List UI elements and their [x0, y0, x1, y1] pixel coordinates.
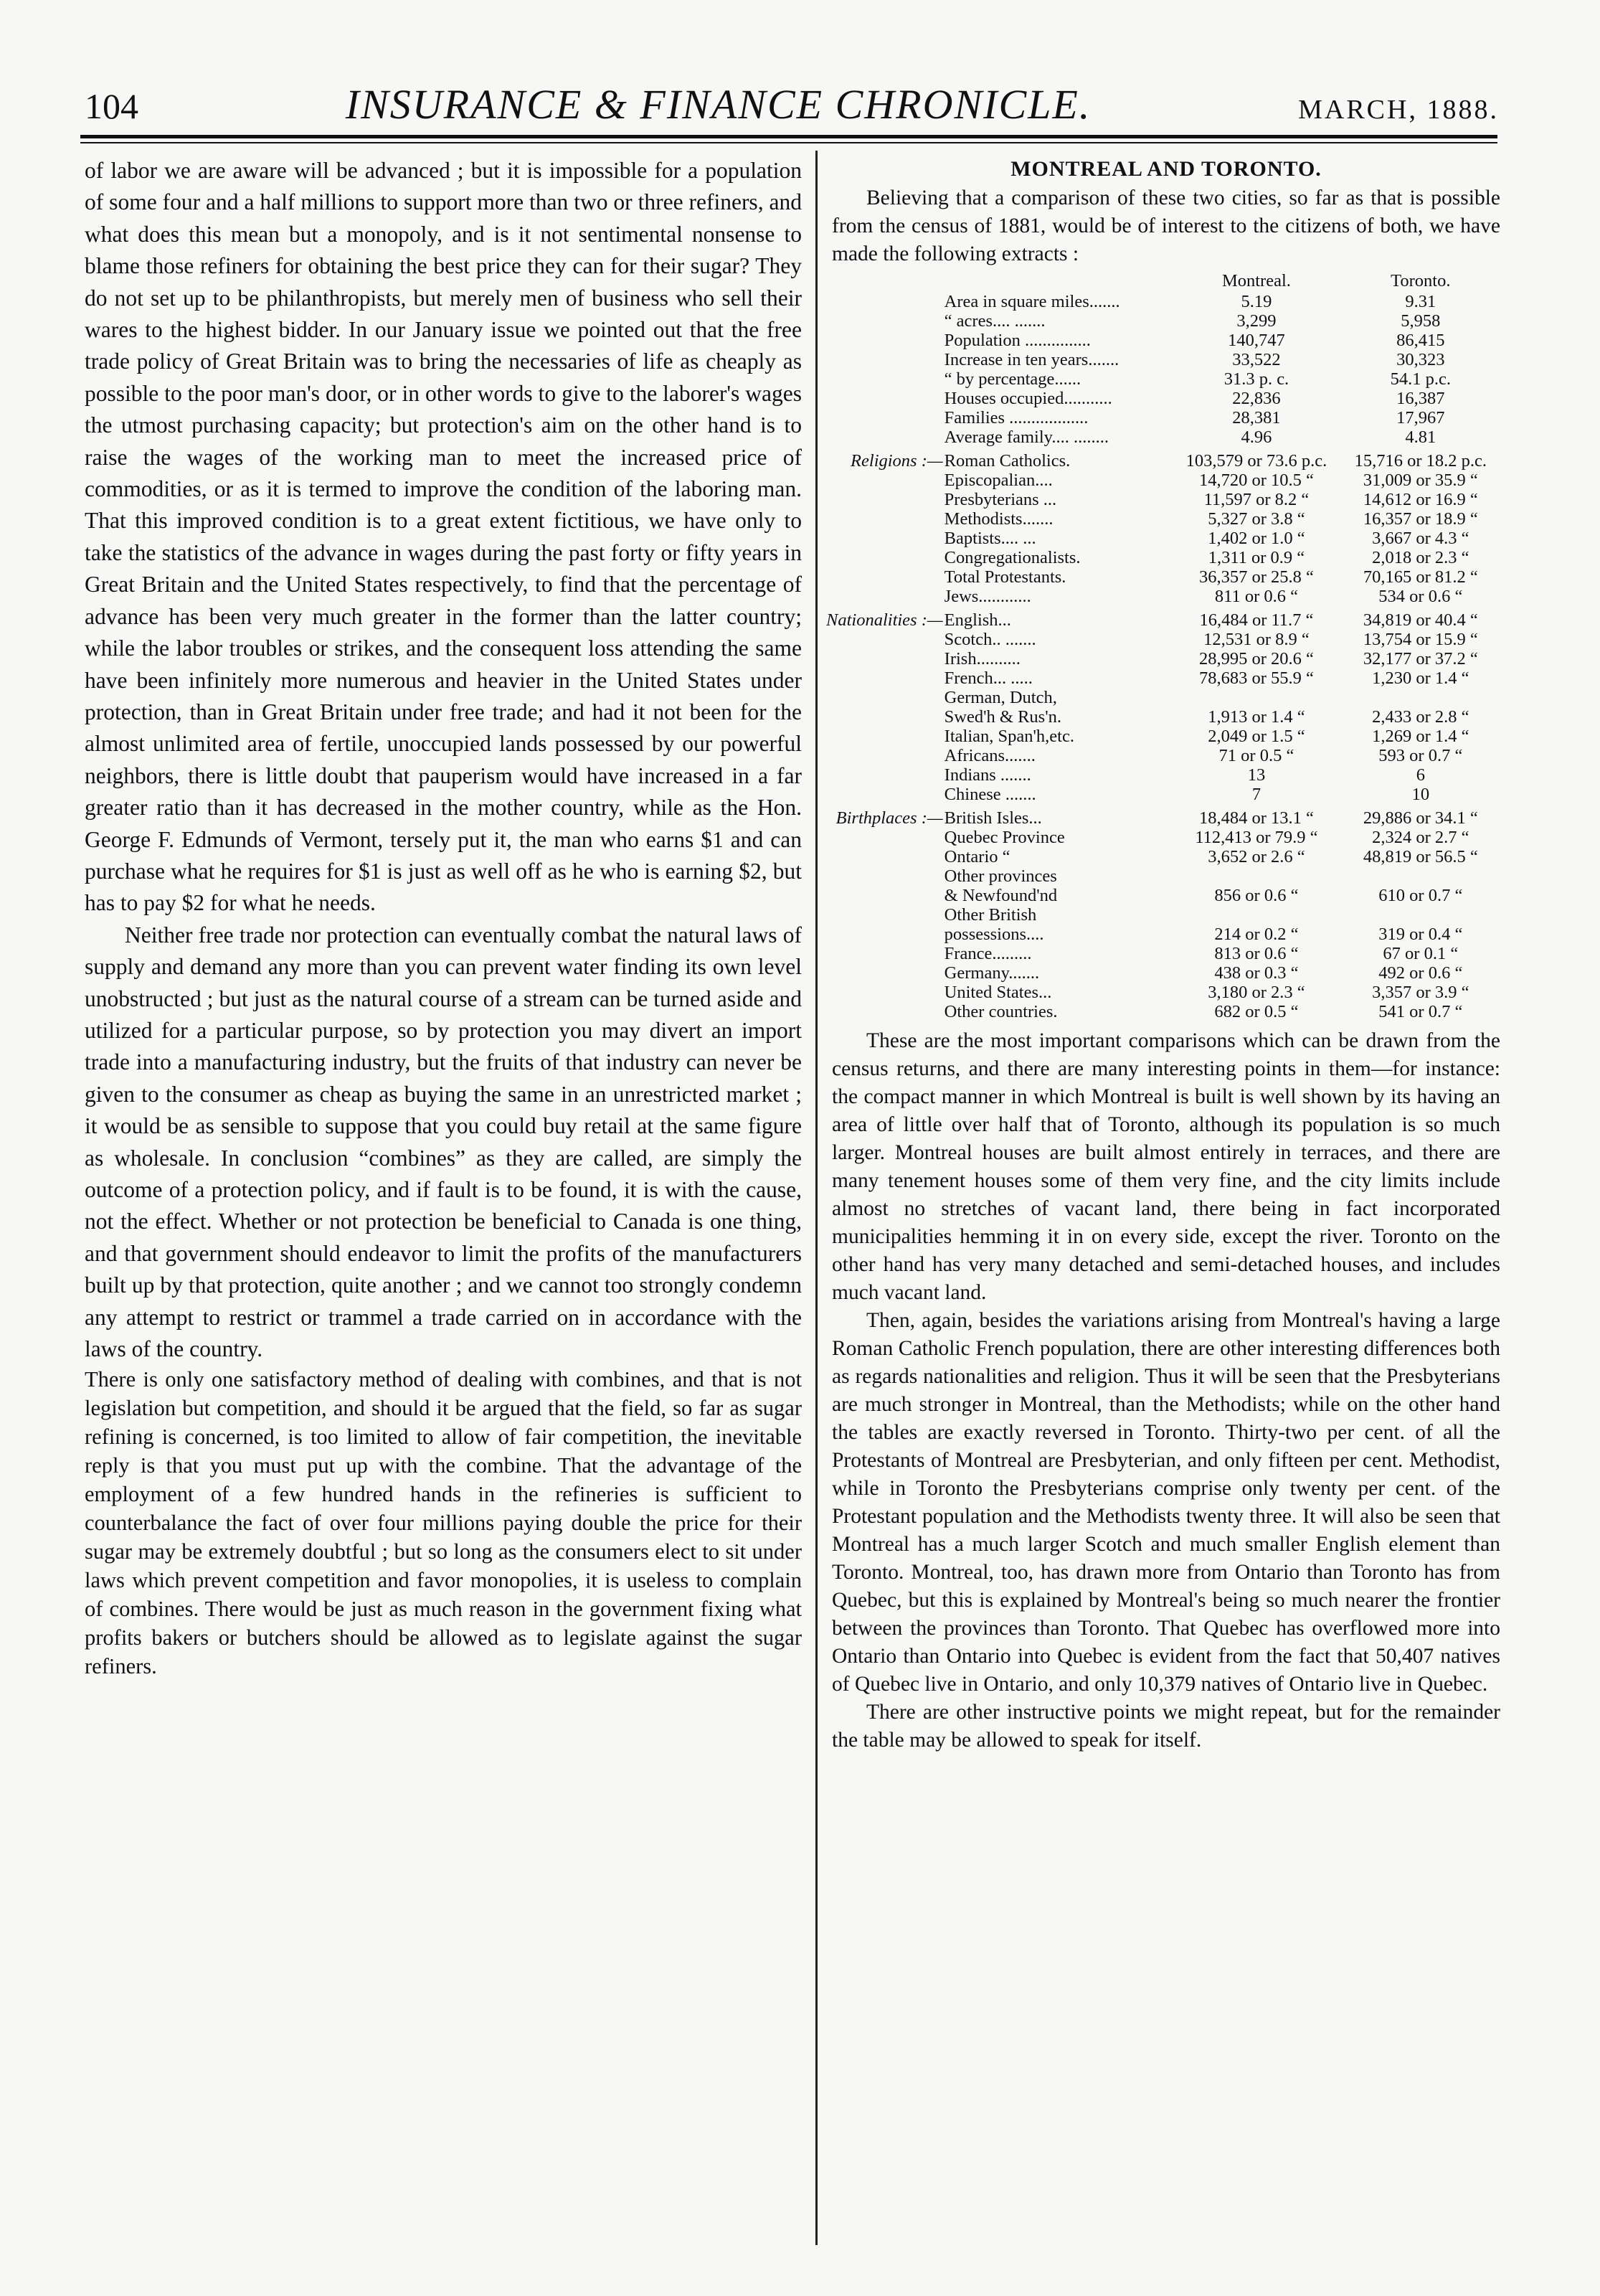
row-label: Chinese ....... [944, 785, 1036, 804]
group-label [826, 292, 945, 311]
column-header-toronto: Toronto. [1391, 271, 1451, 290]
row-label: German, Dutch, [944, 688, 1057, 707]
article-intro: Believing that a comparison of these two cities, so far as that is possible from the census of 1881, would be of interest to the citizens of both, we have made the following extracts : [832, 186, 1500, 265]
montreal-value: 2,049 or 1.5 “ [1208, 727, 1305, 746]
header-rule-thick [80, 135, 1497, 138]
group-label [826, 746, 945, 765]
row-label: Increase in ten years....... [944, 350, 1119, 369]
row-label: Houses occupied........... [944, 389, 1112, 408]
table-row [826, 369, 1504, 389]
montreal-value: 4.96 [1241, 427, 1272, 447]
row-label: British Isles... [944, 808, 1042, 828]
table-header-row [826, 271, 1504, 292]
montreal-value: 140,747 [1228, 331, 1285, 350]
toronto-value: 54.1 p.c. [1390, 369, 1451, 389]
row-label: French... ..... [944, 669, 1033, 688]
toronto-value [1338, 866, 1504, 886]
row-label: Quebec Province [944, 828, 1065, 847]
toronto-value: 67 or 0.1 “ [1383, 944, 1459, 963]
census-table [826, 271, 1504, 1021]
article-paragraph: There are other instructive points we might repeat, but for the remainder the table may be allowed to speak for itself. [832, 1701, 1500, 1752]
toronto-value: 16,387 [1396, 389, 1445, 408]
montreal-value: 3,652 or 2.6 “ [1208, 847, 1305, 866]
group-label [826, 963, 945, 983]
group-label [826, 983, 945, 1002]
row-label: Other countries. [944, 1002, 1058, 1021]
group-label [826, 587, 945, 606]
table-row [826, 427, 1504, 447]
montreal-value: 36,357 or 25.8 “ [1198, 567, 1314, 587]
table-row [826, 707, 1504, 727]
table-row [826, 350, 1504, 369]
table-row [826, 963, 1504, 983]
row-label: “ acres.... ....... [944, 311, 1046, 331]
group-label [826, 649, 945, 669]
montreal-value: 33,522 [1232, 350, 1281, 369]
page-number: 104 [85, 86, 138, 126]
row-label: Indians ....... [944, 765, 1031, 785]
group-label [826, 866, 945, 886]
row-label: Other provinces [944, 866, 1057, 886]
toronto-value: 32,177 or 37.2 “ [1363, 649, 1478, 669]
row-label: Africans....... [944, 746, 1036, 765]
group-label [826, 688, 945, 707]
toronto-value: 70,165 or 81.2 “ [1363, 567, 1478, 587]
toronto-value: 534 or 0.6 “ [1378, 587, 1463, 606]
montreal-value: 1,913 or 1.4 “ [1208, 707, 1305, 727]
row-label: Scotch.. ....... [944, 630, 1036, 649]
group-label [826, 1002, 945, 1021]
toronto-value: 15,716 or 18.2 p.c. [1354, 451, 1487, 471]
montreal-value: 682 or 0.5 “ [1214, 1002, 1299, 1021]
table-row [826, 548, 1504, 567]
row-label: Presbyterians ... [944, 490, 1057, 509]
group-label [826, 389, 945, 408]
group-label [826, 548, 945, 567]
article-paragraph: These are the most important comparisons which can be drawn from the census returns, and there are many interesting points in them—for instance: the compact manner in which Montreal is built is well shown by its having an area of little over half that of Toronto, although its population is so much larger. Montreal houses are built almost entirely in terraces, and there are many tenement houses some of them very fine, and the city limits include almost no stretches of vacant land, there being in fact incorporated municipalities hemming it in on every side, except the river. Toronto on the other hand has very many detached and semi-detached houses, and includes much vacant land. [832, 1029, 1500, 1304]
toronto-value: 14,612 or 16.9 “ [1363, 490, 1478, 509]
montreal-value [1175, 866, 1337, 886]
row-label: possessions.... [944, 925, 1044, 944]
montreal-value: 78,683 or 55.9 “ [1198, 669, 1314, 688]
table-row [826, 847, 1504, 866]
montreal-value: 3,299 [1236, 311, 1277, 331]
toronto-value: 10 [1411, 785, 1430, 804]
row-label: Swed'h & Rus'n. [944, 707, 1062, 727]
toronto-value: 5,958 [1401, 311, 1441, 331]
group-label [826, 847, 945, 866]
toronto-value: 16,357 or 18.9 “ [1363, 509, 1478, 529]
table-row [826, 389, 1504, 408]
montreal-value: 1,402 or 1.0 “ [1208, 529, 1305, 548]
table-row [826, 905, 1504, 925]
toronto-value: 3,667 or 4.3 “ [1372, 529, 1469, 548]
toronto-value: 541 or 0.7 “ [1378, 1002, 1463, 1021]
montreal-value: 103,579 or 73.6 p.c. [1185, 451, 1327, 471]
montreal-value: 813 or 0.6 “ [1214, 944, 1299, 963]
column-divider [815, 151, 818, 2245]
group-label [826, 765, 945, 785]
table-spacer [945, 271, 1176, 292]
montreal-value [1175, 905, 1337, 925]
toronto-value: 34,819 or 40.4 “ [1363, 610, 1478, 630]
group-label [826, 669, 945, 688]
row-label: Italian, Span'h,etc. [944, 727, 1074, 746]
montreal-value: 7 [1251, 785, 1261, 804]
row-label: Families .................. [944, 408, 1089, 427]
group-label [826, 567, 945, 587]
page-header [85, 80, 1499, 128]
group-label [826, 427, 945, 447]
row-label: Population ............... [944, 331, 1091, 350]
montreal-value: 5.19 [1241, 292, 1272, 311]
toronto-value: 48,819 or 56.5 “ [1363, 847, 1478, 866]
row-label: France......... [944, 944, 1032, 963]
montreal-value: 11,597 or 8.2 “ [1203, 490, 1310, 509]
table-row [826, 471, 1504, 490]
table-row [826, 311, 1504, 331]
table-row [826, 765, 1504, 785]
table-row [826, 746, 1504, 765]
montreal-value: 28,995 or 20.6 “ [1198, 649, 1314, 669]
group-label [826, 369, 945, 389]
row-label: Germany....... [944, 963, 1040, 983]
table-row [826, 630, 1504, 649]
group-label [826, 471, 945, 490]
group-label [826, 408, 945, 427]
table-row [826, 490, 1504, 509]
row-label: Baptists.... ... [944, 529, 1036, 548]
table-row [826, 649, 1504, 669]
journal-title: INSURANCE & FINANCE CHRONICLE. [345, 81, 1092, 128]
table-row [826, 944, 1504, 963]
toronto-value: 1,269 or 1.4 “ [1372, 727, 1469, 746]
group-label: Religions :— [851, 451, 943, 471]
toronto-value: 492 or 0.6 “ [1378, 963, 1463, 983]
group-label [826, 925, 945, 944]
montreal-value: 112,413 or 79.9 “ [1195, 828, 1318, 847]
montreal-value: 214 or 0.2 “ [1214, 925, 1299, 944]
table-row [826, 587, 1504, 606]
group-label [826, 490, 945, 509]
table-row [826, 688, 1504, 707]
toronto-value: 17,967 [1396, 408, 1445, 427]
group-label [826, 727, 945, 746]
row-label: Total Protestants. [944, 567, 1066, 587]
row-label: “ by percentage...... [944, 369, 1081, 389]
group-label [826, 509, 945, 529]
toronto-value: 4.81 [1405, 427, 1436, 447]
montreal-value: 13 [1247, 765, 1266, 785]
table-row [826, 828, 1504, 847]
montreal-value: 5,327 or 3.8 “ [1208, 509, 1305, 529]
row-label: Methodists....... [944, 509, 1054, 529]
left-paragraph: Neither free trade nor protection can eventually combat the natural laws of supply and demand any more than you can prevent water finding its own level unobstructed ; but just as the natural course of a stream can be turned aside and utilized for a particular purpose, so by protection you may divert an import trade into a manufacturing industry, but the fruits of that industry can never be given to the consumer as cheap as buying the same in an unrestricted market ; it would be as sensible to suppose that you could buy retail at the same figure as wholesale. In conclusion “combines” as they are called, are simply the outcome of a protection policy, and if fault is to be found, it is with the cause, not the effect. Whether or not protection be beneficial to Canada is one thing, and that government should endeavor to limit the profits of the manufacturers built up by that protection, quite another ; and we cannot too strongly condemn any attempt to restrict or trammel a trade carried on in accordance with the laws of the country. [85, 922, 802, 1362]
header-rule-thin [80, 142, 1497, 143]
row-label: Irish.......... [944, 649, 1021, 669]
table-row [826, 567, 1504, 587]
group-label [826, 350, 945, 369]
row-label: Roman Catholics. [944, 451, 1071, 471]
left-paragraph: of labor we are aware will be advanced ; but it is impossible for a population of some four and a half millions to support more than two or three refiners, and what does this mean but a monopoly, and is it not sentimental nonsense to blame those refiners for obtaining the best price they can for their sugar? They do not set up to be philanthropists, but merely men of business who sell their wares to the highest bidder. In our January issue we pointed out that the free trade policy of Great Britain was to bring the necessaries of life as cheaply as possible to the poor man's door, or in other words to give to the laborer's wages the utmost purchasing capacity; but protection's aim on the other hand is to raise the wages of the working man to meet the increased price of commodities, or as it is termed to improve the condition of the laboring man. That this improved condition is to a great extent fictitious, we have only to take the statistics of the advance in wages during the past forty or fifty years in Great Britain and the United States respectively, to find that the percentage of advance has been very much greater in the former than the latter country; while the labor troubles or strikes, and the consequent loss attending the same have been infinitely more numerous and heavier in the United States under protection, than in Great Britain under free trade; and had it not been for the almost unlimited area of fertile, unoccupied lands possessed by our powerful neighbors, there is little doubt that pauperism would have increased in a far greater ratio than it has decreased in the mother country, while as the Hon. George F. Edmunds of Vermont, tersely put it, the man who earns $1 and can purchase what he requires for $1 is just as well off as he who is earning $2, but has to pay $2 for what he needs. [85, 158, 802, 916]
row-label: English... [944, 610, 1011, 630]
montreal-value: 18,484 or 13.1 “ [1198, 808, 1314, 828]
montreal-value: 14,720 or 10.5 “ [1198, 471, 1314, 490]
toronto-value [1338, 905, 1504, 925]
toronto-value: 29,886 or 34.1 “ [1363, 808, 1478, 828]
toronto-value: 3,357 or 3.9 “ [1372, 983, 1469, 1002]
group-label [826, 905, 945, 925]
issue-date: MARCH, 1888. [1298, 95, 1499, 125]
montreal-value: 856 or 0.6 “ [1214, 886, 1299, 905]
montreal-value: 1,311 or 0.9 “ [1208, 548, 1305, 567]
group-label: Birthplaces :— [835, 808, 943, 828]
toronto-value: 6 [1416, 765, 1425, 785]
group-label [826, 828, 945, 847]
table-spacer [826, 271, 945, 292]
row-label: Area in square miles....... [944, 292, 1120, 311]
row-label: Average family.... ........ [944, 427, 1109, 447]
article-paragraph: Then, again, besides the variations arising from Montreal's having a large Roman Catholic French population, there are other interesting differences both as regards nationalities and religion. Thus it will be seen that the Presbyterians are much stronger in Montreal, than the Methodists; while on the other hand the tables are exactly reversed in Toronto. Thirty-two per cent. of all the Protestants of Montreal are Presbyterian, and only fifteen per cent. Methodist, while in Toronto the Presbyterians comprise only twenty per cent. of the Protestant population and the Methodists twenty three. It will also be seen that Montreal has a much larger Scotch and much smaller English element than Toronto. Montreal, too, has drawn more from Ontario than Toronto has from Quebec, but this is explained by Montreal's being so much nearer the frontier between the provinces than Toronto. That Quebec has overflowed more into Ontario than Ontario into Quebec is evident from the fact that 50,407 natives of Quebec live in Ontario, and only 10,379 natives of Ontario live in Quebec. [832, 1309, 1500, 1696]
row-label: Other British [944, 905, 1037, 925]
group-label: Nationalities :— [826, 610, 943, 630]
group-label [826, 630, 945, 649]
toronto-value: 9.31 [1405, 292, 1436, 311]
toronto-value: 319 or 0.4 “ [1378, 925, 1463, 944]
toronto-value: 30,323 [1396, 350, 1445, 369]
toronto-value: 2,324 or 2.7 “ [1372, 828, 1469, 847]
toronto-value: 2,433 or 2.8 “ [1372, 707, 1469, 727]
montreal-value: 28,381 [1232, 408, 1281, 427]
montreal-value: 811 or 0.6 “ [1214, 587, 1298, 606]
group-label [826, 311, 945, 331]
table-row [826, 669, 1504, 688]
row-label: Episcopalian.... [944, 471, 1053, 490]
toronto-value: 86,415 [1396, 331, 1445, 350]
table-row [826, 925, 1504, 944]
row-label: & Newfound'nd [944, 886, 1058, 905]
montreal-value [1175, 688, 1337, 707]
table-row [826, 447, 1504, 471]
table-row [826, 983, 1504, 1002]
montreal-value: 71 or 0.5 “ [1218, 746, 1294, 765]
table-row [826, 331, 1504, 350]
right-column [826, 155, 1500, 1754]
montreal-value: 16,484 or 11.7 “ [1199, 610, 1314, 630]
toronto-value: 610 or 0.7 “ [1378, 886, 1463, 905]
table-row [826, 727, 1504, 746]
table-row [826, 886, 1504, 905]
row-label: Congregationalists. [944, 548, 1081, 567]
toronto-value: 2,018 or 2.3 “ [1372, 548, 1469, 567]
table-row [826, 606, 1504, 630]
table-row [826, 804, 1504, 828]
table-row [826, 408, 1504, 427]
toronto-value: 31,009 or 35.9 “ [1363, 471, 1478, 490]
left-column [85, 155, 802, 1681]
table-row [826, 509, 1504, 529]
toronto-value: 1,230 or 1.4 “ [1372, 669, 1469, 688]
row-label: Ontario “ [944, 847, 1010, 866]
row-label: Jews............ [944, 587, 1031, 606]
montreal-value: 12,531 or 8.9 “ [1203, 630, 1310, 649]
montreal-value: 438 or 0.3 “ [1214, 963, 1299, 983]
toronto-value [1338, 688, 1504, 707]
left-paragraph: There is only one satisfactory method of dealing with combines, and that is not legislation but competition, and should it be argued that the field, so far as sugar refining is concerned, is too limited to allow of fair competition, the inevitable reply is that you must put up with the combine. That the advantage of the employment of a few hundred hands in the refineries is sufficient to counterbalance the fact of over four millions paying double the price for their sugar may be extremely doubtful ; but so long as the consumers elect to sit under laws which prevent competition and favor monopolies, it is useless to complain of combines. There would be just as much reason in the government fixing what profits bakers or butchers should be allowed as to legislate against the sugar refiners. [85, 1367, 802, 1679]
group-label [826, 707, 945, 727]
montreal-value: 3,180 or 2.3 “ [1208, 983, 1305, 1002]
table-row [826, 785, 1504, 804]
table-row [826, 1002, 1504, 1021]
group-label [826, 785, 945, 804]
toronto-value: 13,754 or 15.9 “ [1363, 630, 1478, 649]
group-label [826, 886, 945, 905]
montreal-value: 31.3 p. c. [1223, 369, 1289, 389]
toronto-value: 593 or 0.7 “ [1378, 746, 1463, 765]
group-label [826, 529, 945, 548]
article-title: MONTREAL AND TORONTO. [1010, 157, 1322, 181]
table-row [826, 866, 1504, 886]
column-header-montreal: Montreal. [1221, 271, 1291, 290]
montreal-value: 22,836 [1232, 389, 1281, 408]
row-label: United States... [944, 983, 1052, 1002]
table-row [826, 292, 1504, 311]
group-label [826, 944, 945, 963]
table-row [826, 529, 1504, 548]
group-label [826, 331, 945, 350]
